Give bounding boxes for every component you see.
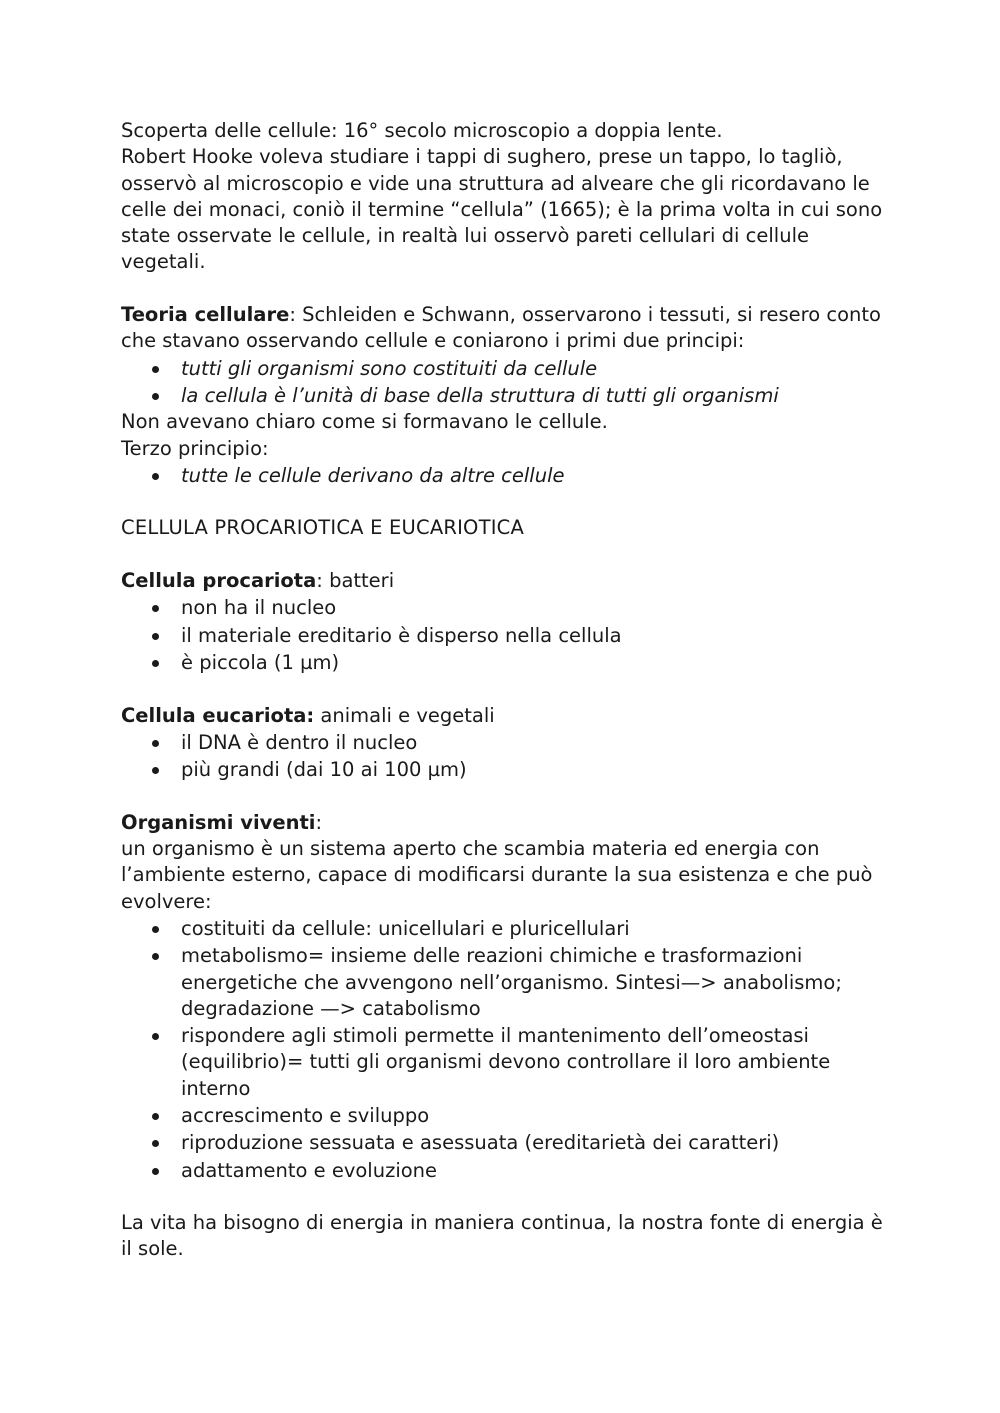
list-item: tutte le cellule derivano da altre cellule bbox=[121, 463, 891, 489]
bullet-icon bbox=[152, 366, 159, 373]
teoria-paragraph bbox=[121, 302, 891, 355]
conclusione-paragraph: La vita ha bisogno di energia in maniera continua, la nostra fonte di energia è il sole. bbox=[121, 1211, 883, 1261]
bullet-icon bbox=[152, 473, 159, 480]
procariota-label: Cellula procariota bbox=[121, 569, 317, 593]
list-item: non ha il nucleo bbox=[121, 595, 891, 621]
procariota-heading bbox=[121, 568, 891, 594]
procariota-text: : batteri bbox=[316, 569, 395, 593]
bullet-icon bbox=[152, 1033, 159, 1040]
bullet-icon bbox=[152, 926, 159, 933]
list-item: riproduzione sessuata e asessuata (ereditarietà dei caratteri) bbox=[121, 1130, 891, 1156]
teoria-label: Teoria cellulare bbox=[121, 303, 290, 327]
section-title: CELLULA PROCARIOTICA E EUCARIOTICA bbox=[121, 516, 525, 540]
bullet-icon bbox=[152, 1140, 159, 1147]
bullet-icon bbox=[152, 605, 159, 612]
list-item: accrescimento e sviluppo bbox=[121, 1103, 891, 1129]
terzo-principio-list bbox=[121, 463, 891, 489]
list-item: la cellula è l’unità di base della struttura di tutti gli organismi bbox=[121, 383, 891, 409]
terzo-principio-label: Terzo principio: bbox=[121, 436, 269, 460]
eucariota-text: animali e vegetali bbox=[314, 703, 495, 727]
teoria-text: : Schleiden e Schwann, osservarono i tessuti, si resero conto che stavano osservando cellule e coniarono i primi due principi: bbox=[121, 303, 881, 353]
bullet-icon bbox=[152, 393, 159, 400]
list-item: più grandi (dai 10 ai 100 µm) bbox=[121, 757, 891, 783]
document-page bbox=[121, 118, 891, 1263]
bullet-icon bbox=[152, 1168, 159, 1175]
intro-paragraph: Robert Hooke voleva studiare i tappi di sughero, prese un tappo, lo tagliò, osservò al microscopio e vide una struttura ad alveare che gli ricordavano le celle dei monaci, coniò il termine “cellula” (1665); è la prima volta in cui sono state osservate le cellule, in realtà lui osservò pareti cellulari di cellule vegetali. bbox=[121, 145, 883, 274]
eucariota-list bbox=[121, 730, 891, 784]
bullet-icon bbox=[152, 740, 159, 747]
eucariota-heading bbox=[121, 703, 891, 729]
list-item: rispondere agli stimoli permette il mantenimento dell’omeostasi (equilibrio)= tutti gli organismi devono controllare il loro ambiente interno bbox=[121, 1023, 891, 1102]
bullet-icon bbox=[152, 1113, 159, 1120]
eucariota-label: Cellula eucariota: bbox=[121, 703, 315, 727]
bullet-icon bbox=[152, 633, 159, 640]
bullet-icon bbox=[152, 767, 159, 774]
organismi-heading: Organismi viventi: bbox=[121, 810, 323, 834]
organismi-label: Organismi viventi bbox=[121, 810, 316, 834]
intro-line-1: Scoperta delle cellule: 16° secolo microscopio a doppia lente. bbox=[121, 119, 723, 142]
procariota-list bbox=[121, 595, 891, 676]
organismi-list bbox=[121, 916, 891, 1184]
list-item: il DNA è dentro il nucleo bbox=[121, 730, 891, 756]
teoria-note: Non avevano chiaro come si formavano le cellule. bbox=[121, 410, 608, 434]
organismi-paragraph: un organismo è un sistema aperto che scambia materia ed energia con l’ambiente esterno, capace di modificarsi durante la sua esistenza e che può evolvere: bbox=[121, 837, 873, 913]
list-item: il materiale ereditario è disperso nella cellula bbox=[121, 623, 891, 649]
principi-list bbox=[121, 356, 891, 410]
list-item: tutti gli organismi sono costituiti da cellule bbox=[121, 356, 891, 382]
bullet-icon bbox=[152, 953, 159, 960]
list-item: è piccola (1 µm) bbox=[121, 650, 891, 676]
bullet-icon bbox=[152, 660, 159, 667]
list-item: metabolismo= insieme delle reazioni chimiche e trasformazioni energetiche che avvengono nell’organismo. Sintesi—> anabolismo; degradazione —> catabolismo bbox=[121, 943, 891, 1022]
list-item: adattamento e evoluzione bbox=[121, 1158, 891, 1184]
list-item: costituiti da cellule: unicellulari e pluricellulari bbox=[121, 916, 891, 942]
